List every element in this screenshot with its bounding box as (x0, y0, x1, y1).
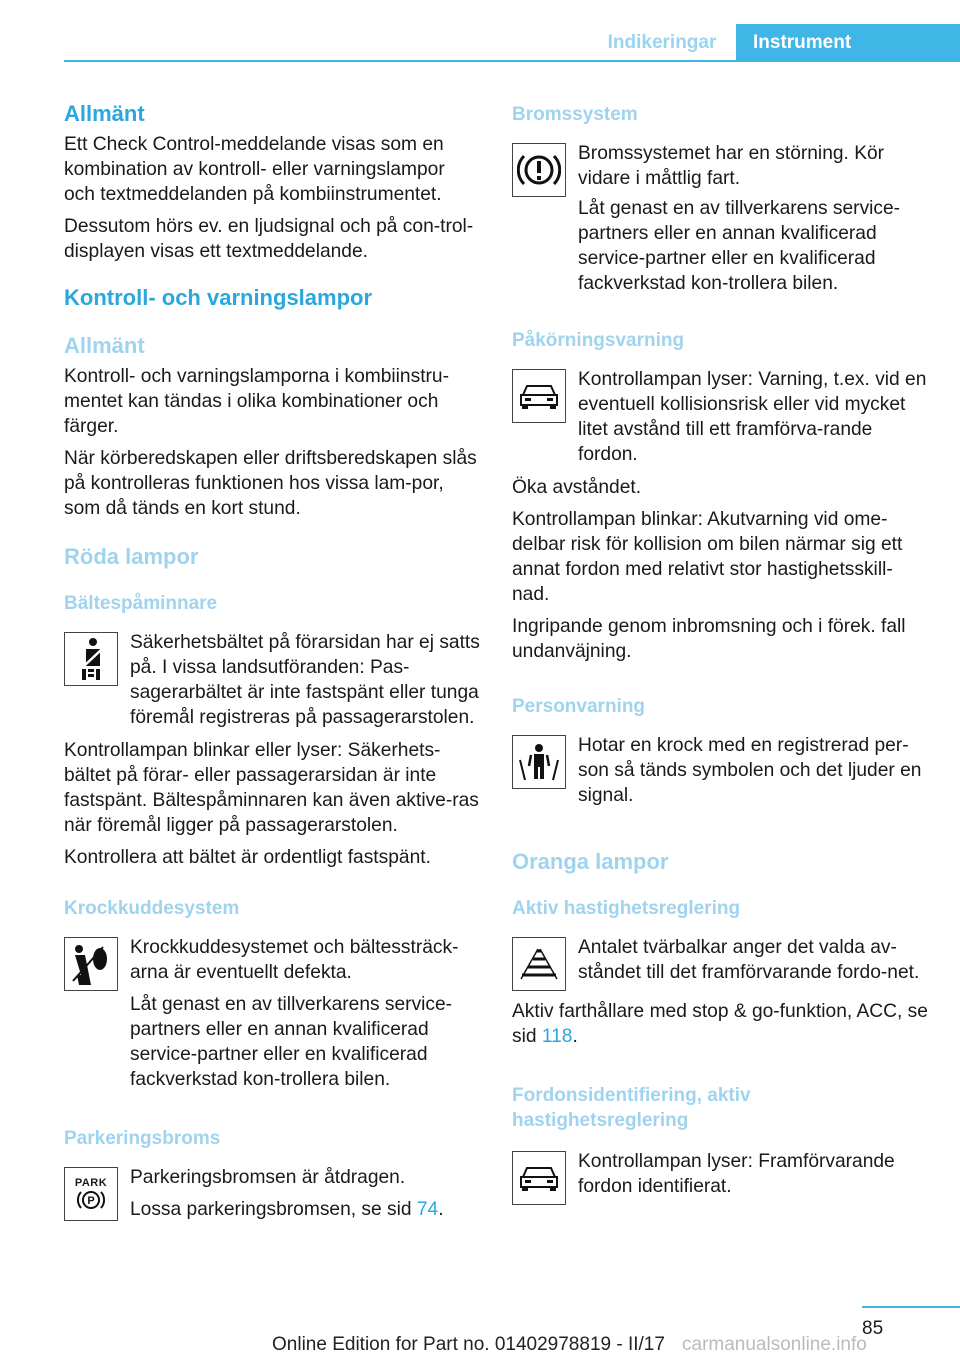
heading-pakorningsvarning: Påkörningsvarning (512, 330, 685, 351)
heading-roda-lampor: Röda lampor (64, 544, 199, 569)
parking-brake-icon (64, 1167, 118, 1221)
paragraph (512, 999, 928, 1049)
paragraph: Kontrollampan blinkar eller lyser: Säkerhets-bältet på förar- eller passagerarsidan är inte fastspänt. Bältespåminnaren kan även aktive-ras när föremål ligger på passagerarstolen. (64, 740, 479, 836)
watermark: carmanualsonline.info (682, 1334, 867, 1355)
text: Låt genast en av tillverkarens service-partners eller en annan kvalificerad service-partner eller en kvalificerad fackverkstad kon-trollera bilen. (578, 198, 901, 294)
text: . (572, 1026, 578, 1047)
heading-fordonsidentifiering: Fordonsidentifiering, aktiv hastighetsreglering (512, 1085, 751, 1131)
svg-text:P: P (87, 1195, 95, 1207)
paragraph (578, 196, 928, 296)
page-number: 85 (862, 1318, 884, 1339)
paragraph: Öka avståndet. (512, 477, 642, 498)
paragraph: Kontrollampan lyser: Framförvarande fordon identifierat. (578, 1151, 895, 1197)
heading-oranga-lampor: Oranga lampor (512, 849, 669, 874)
page-link-74[interactable]: 74 (416, 1199, 439, 1220)
heading-allmant: Allmänt (64, 101, 145, 126)
paragraph: Parkeringsbromsen är åtdragen. (130, 1167, 406, 1188)
vehicle-detected-row (512, 1149, 928, 1205)
heading-parkeringsbroms: Parkeringsbroms (64, 1128, 221, 1149)
edition-text: Online Edition for Part no. 01402978819 - II/17 (272, 1334, 665, 1355)
paragraph: Dessutom hörs ev. en ljudsignal och på con-trol-displayen visas ett textmeddelande. (64, 216, 474, 262)
paragraph: Hotar en krock med en registrerad per-son så tänds symbolen och det ljuder en signal. (578, 735, 922, 806)
airbag-row (64, 935, 480, 1092)
paragraph: Kontroll- och varningslamporna i kombiinstru-mentet kan tändas i olika kombinationer och färger. (64, 366, 449, 437)
heading-aktiv-hastighetsreglering: Aktiv hastighetsreglering (512, 898, 741, 919)
distance-bars-icon (512, 937, 566, 991)
paragraph: Antalet tvärbalkar anger det valda av-ståndet till det framförvarande fordo-net. (578, 937, 920, 983)
collision-warning-car-icon (512, 369, 566, 423)
footer-rule (862, 1306, 960, 1308)
paragraph (130, 1197, 444, 1222)
heading-personvarning: Personvarning (512, 696, 646, 717)
left-column (64, 100, 480, 1222)
brake-row (512, 141, 928, 198)
text: Lossa parkeringsbromsen, se sid (130, 1199, 417, 1220)
paragraph: Ingripande genom inbromsning och i förek. fall undanväjning. (512, 616, 906, 662)
paragraph: Bromssystemet har en störning. Kör vidare i måttlig fart. (578, 143, 885, 189)
page-link-118[interactable]: 118 (541, 1026, 573, 1047)
acc-distance-row (512, 935, 928, 991)
seatbelt-icon (64, 632, 118, 686)
right-column (512, 100, 928, 1205)
paragraph: Kontrollampan lyser: Varning, t.ex. vid en eventuell kollisionsrisk eller vid mycket litet avstånd till ett framförva-rande fordon. (578, 369, 927, 465)
heading-krockkuddesystem: Krockkuddesystem (64, 898, 240, 919)
paragraph: Låt genast en av tillverkarens service-partners eller en annan kvalificerad service-partner eller en kvalificerad fackverkstad kon-trollera bilen. (130, 994, 453, 1090)
seatbelt-row (64, 630, 480, 730)
header-rule (64, 60, 960, 62)
airbag-icon (64, 937, 118, 991)
heading-baltespaminnare: Bältespåminnare (64, 593, 218, 614)
heading-bromssystem: Bromssystem (512, 104, 638, 125)
paragraph: Krockkuddesystemet och bältessträck-arna är eventuellt defekta. (130, 937, 459, 983)
paragraph: Säkerhetsbältet på förarsidan har ej satts på. I vissa landsutföranden: Pas-sagerarbältet är inte fastspänt eller tunga föremål registreras på passagerarstolen. (130, 632, 480, 728)
park-row (64, 1165, 480, 1222)
brake-warning-icon (512, 143, 566, 197)
text: Aktiv farthållare med stop & go-funktion, ACC, se sid (512, 1001, 928, 1047)
paragraph: När körberedskapen eller driftsberedskapen slås på kontrolleras funktionen hos vissa lam-por, som då tänds en kort stund. (64, 448, 477, 519)
heading-allmant-2: Allmänt (64, 333, 145, 358)
paragraph: Ett Check Control-meddelande visas som en kombination av kontroll- eller varningslampor och textmeddelanden på kombiinstrumentet. (64, 134, 445, 205)
vehicle-detected-car-icon (512, 1151, 566, 1205)
header-tab-chapter: Instrument (736, 24, 960, 62)
park-icon-text: PARK (74, 1177, 108, 1189)
heading-kontroll: Kontroll- och varningslampor (64, 285, 373, 310)
person-row (512, 733, 928, 808)
header-tab-section: Indikeringar (607, 32, 717, 53)
collision-row (512, 367, 928, 467)
pedestrian-icon (512, 735, 566, 789)
paragraph: Kontrollera att bältet är ordentligt fastspänt. (64, 847, 431, 868)
paragraph: Kontrollampan blinkar: Akutvarning vid ome-delbar risk för kollision om bilen närmar sig ett annat fordon med relativt stor hastighetsskill-nad. (512, 509, 903, 605)
text: . (438, 1199, 444, 1220)
